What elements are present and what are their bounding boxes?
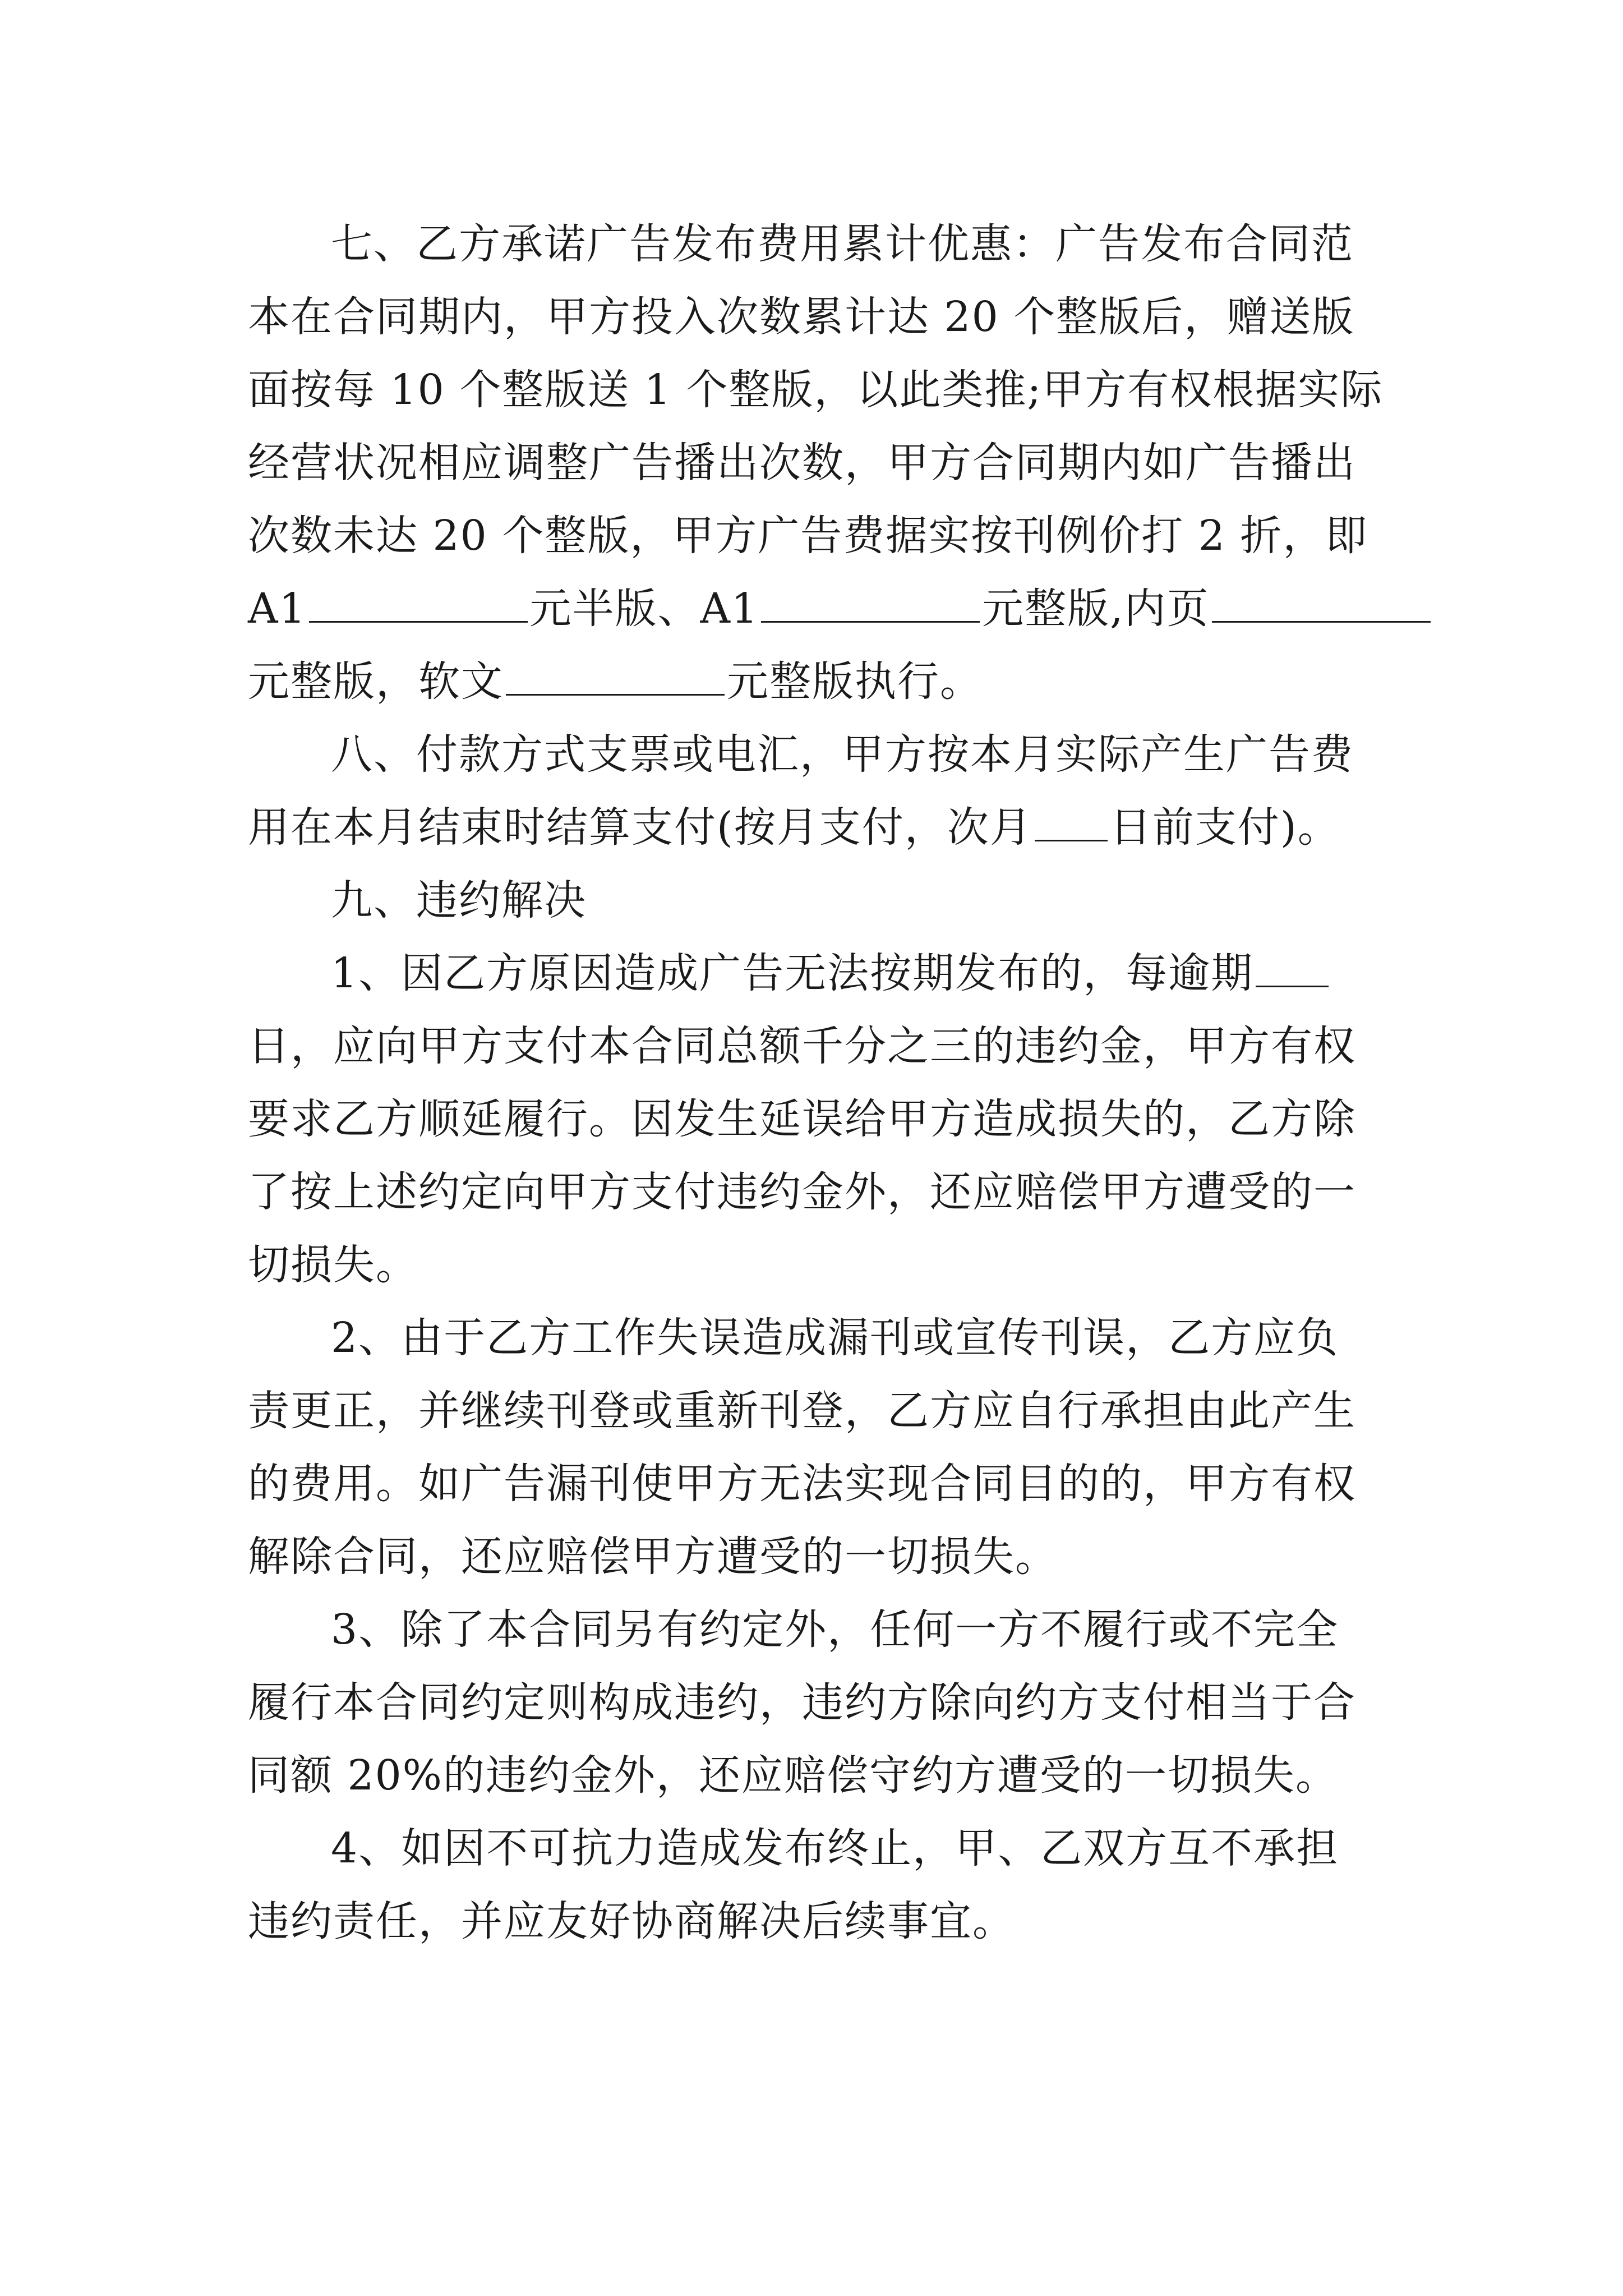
clause-9-3-line-1: 3、除了本合同另有约定外，任何一方不履行或不完全 — [331, 1605, 1339, 1654]
clause-9-3-line-3: 同额 20%的违约金外，还应赔偿守约方遭受的一切损失。 — [248, 1751, 1338, 1800]
blank-field — [309, 582, 528, 623]
blank-field — [1035, 800, 1108, 841]
blank-field — [761, 582, 980, 623]
clause-7-line-2: 本在合同期内，甲方投入次数累计达 20 个整版后，赠送版 — [248, 293, 1355, 341]
clause-7-softtext-label: 元整版，软文 — [248, 657, 504, 706]
clause-9-1-line-4: 了按上述约定向甲方支付违约金外，还应赔偿甲方遭受的一 — [248, 1168, 1356, 1216]
clause-9-title: 九、违约解决 — [331, 876, 587, 924]
clause-9-1-line-1-text: 1、因乙方原因造成广告无法按期发布的，每逾期 — [331, 949, 1254, 997]
clause-7-line-6 — [248, 572, 1381, 645]
clause-7-end-label: 元整版执行。 — [727, 657, 983, 706]
clause-9-2-line-4: 解除合同，还应赔偿甲方遭受的一切损失。 — [248, 1533, 1058, 1581]
clause-9-1-line-5: 切损失。 — [248, 1241, 418, 1289]
clause-9 — [248, 864, 1381, 937]
clause-7-a1-label: A1 — [248, 585, 307, 633]
clause-9-4 — [248, 1812, 1381, 1958]
clause-9-1-line-2: 日，应向甲方支付本合同总额千分之三的违约金，甲方有权 — [248, 1022, 1356, 1070]
blank-field — [1212, 582, 1431, 623]
clause-7-line-5: 次数未达 20 个整版，甲方广告费据实按刊例价打 2 折，即 — [248, 512, 1368, 560]
clause-9-3-line-2: 履行本合同约定则构成违约，违约方除向约方支付相当于合 — [248, 1678, 1356, 1727]
blank-field — [1256, 946, 1329, 987]
clause-9-4-line-1: 4、如因不可抗力造成发布终止，甲、乙双方互不承担 — [331, 1824, 1339, 1872]
clause-8-line-2 — [248, 791, 1381, 864]
clause-8 — [248, 718, 1381, 864]
clause-7-line-7 — [248, 645, 1381, 718]
clause-9-2-line-1: 2、由于乙方工作失误造成漏刊或宣传刊误，乙方应负 — [331, 1314, 1339, 1362]
clause-8-line-2-text: 用在本月结束时结算支付(按月支付，次月 — [248, 803, 1032, 852]
clause-9-3 — [248, 1593, 1381, 1812]
clause-7-line-3: 面按每 10 个整版送 1 个整版，以此类推;甲方有权根据实际 — [248, 366, 1384, 414]
clause-7-line-4: 经营状况相应调整广告播出次数，甲方合同期内如广告播出 — [248, 439, 1356, 487]
document-body — [248, 208, 1384, 1958]
clause-9-1-line-1 — [248, 937, 1381, 1010]
clause-9-2-line-2: 责更正，并继续刊登或重新刊登，乙方应自行承担由此产生 — [248, 1387, 1356, 1435]
clause-9-1-line-3: 要求乙方顺延履行。因发生延误给甲方造成损失的，乙方除 — [248, 1095, 1356, 1143]
clause-9-2 — [248, 1301, 1381, 1593]
clause-7-inner-page-label: 元整版,内页 — [982, 585, 1210, 633]
clause-8-line-1: 八、付款方式支票或电汇，甲方按本月实际产生广告费 — [331, 730, 1354, 779]
blank-field — [506, 655, 725, 696]
clause-9-4-line-2: 违约责任，并应友好协商解决后续事宜。 — [248, 1897, 1015, 1945]
clause-9-2-line-3: 的费用。如广告漏刊使甲方无法实现合同目的的，甲方有权 — [248, 1460, 1356, 1508]
clause-8-line-2-end: 日前支付)。 — [1109, 803, 1340, 852]
clause-7-half-page-label: 元半版、A1 — [529, 585, 759, 633]
clause-7 — [248, 208, 1384, 718]
clause-9-1 — [248, 937, 1381, 1301]
clause-7-line-1: 七、乙方承诺广告发布费用累计优惠：广告发布合同范 — [331, 220, 1354, 268]
